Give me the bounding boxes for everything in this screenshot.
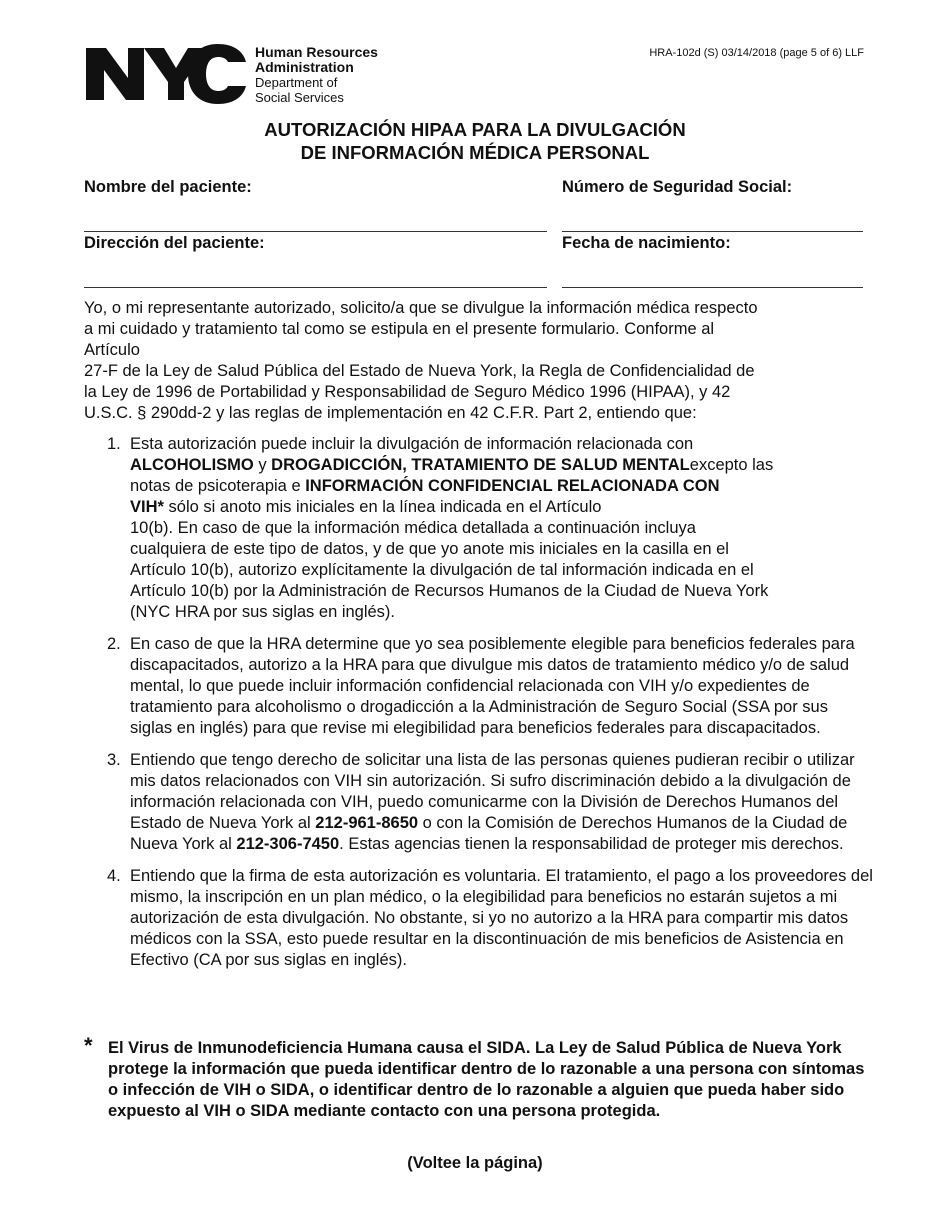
ssn-field[interactable] <box>562 231 863 232</box>
intro-line: a mi cuidado y tratamiento tal como se estipula en el presente formulario. Conforme al <box>84 320 715 338</box>
phone-number: 212-306-7450 <box>236 835 340 853</box>
form-id: HRA-102d (S) 03/14/2018 (page 5 of 6) LLF <box>649 47 864 59</box>
footnote-text: El Virus de Inmunodeficiencia Humana causa el SIDA. La Ley de Salud Pública de Nueva York protege la información que pueda identificar dentro de lo razonable a una persona con síntomas o infección de VIH o SIDA, o identificar dentro de lo razonable a alguien que pueda haber sido expuesto al VIH o SIDA mediante contacto con una persona protegida. <box>108 1039 865 1120</box>
intro-line: Artículo <box>84 341 140 359</box>
agency-line: Administration <box>255 59 354 75</box>
item-line: 10(b). En caso de que la información médica detallada a continuación incluya <box>130 519 696 537</box>
item-text: En caso de que la HRA determine que yo sea posiblemente elegible para beneficios federales para discapacitados, autorizo a la HRA para que divulgue mis datos de tratamiento médico y/o de salud mental, lo que puede incluir información confidencial relacionada con VIH y/o expedientes de tratamiento para alcoholismo o drogadicción a la Administración de Seguro Social (SSA por sus siglas en inglés) para que revise mi elegibilidad para beneficios federales para discapacitados. <box>130 635 855 737</box>
item-text: Entiendo que tengo derecho de solicitar una lista de las personas quienes pudieran recibir o utilizar mis datos relacionados con VIH sin autorización. Si sufro discriminación debido a la divulgación de información relacionada con VIH, puedo comunicarme con la División de Derechos Humanos del Estado de Nueva York al <box>130 751 855 832</box>
hiv-footnote <box>84 1033 874 1122</box>
bold-term: VIH* <box>130 498 164 516</box>
turn-page-note: (Voltee la página) <box>407 1154 543 1172</box>
title-line: DE INFORMACIÓN MÉDICA PERSONAL <box>300 142 650 163</box>
intro-line: Yo, o mi representante autorizado, solicito/a que se divulgue la información médica respecto <box>84 299 758 317</box>
item-number: 3. <box>107 751 121 769</box>
item-number: 4. <box>107 867 121 885</box>
bold-term: ALCOHOLISMO <box>130 456 254 474</box>
patient-name-field[interactable] <box>84 231 547 232</box>
item-number: 2. <box>107 635 121 653</box>
title-line: AUTORIZACIÓN HIPAA PARA LA DIVULGACIÓN <box>264 119 686 140</box>
item-number: 1. <box>107 435 121 453</box>
agency-line: Social Services <box>255 90 344 105</box>
terms-list <box>84 434 874 982</box>
patient-name-label: Nombre del paciente: <box>84 178 252 196</box>
list-item <box>84 866 874 971</box>
agency-line: Department of <box>255 75 338 90</box>
bold-term: INFORMACIÓN CONFIDENCIAL RELACIONADA CON <box>305 477 720 495</box>
list-item <box>84 634 874 739</box>
ssn-label: Número de Seguridad Social: <box>562 178 793 196</box>
nyc-logo-graphic <box>86 44 251 104</box>
list-item <box>84 434 874 623</box>
intro-line: 27-F de la Ley de Salud Pública del Estado de Nueva York, la Regla de Confidencialidad de <box>84 362 755 380</box>
patient-address-field[interactable] <box>84 287 547 288</box>
dob-label: Fecha de nacimiento: <box>562 234 731 252</box>
item-text: excepto las <box>689 456 774 474</box>
item-line <box>130 476 874 497</box>
item-text: o con la Comisión de Derechos Humanos de la Ciudad de Nueva York al <box>130 814 848 853</box>
agency-line: Human Resources <box>255 44 378 60</box>
item-line <box>130 455 874 476</box>
item-line: (NYC HRA por sus siglas en inglés). <box>130 603 396 621</box>
item-line: cualquiera de este tipo de datos, y de que yo anote mis iniciales en la casilla en el <box>130 540 729 558</box>
item-text: . Estas agencias tienen la responsabilidad de proteger mis derechos. <box>339 835 844 853</box>
intro-line: U.S.C. § 290dd-2 y las reglas de implementación en 42 C.F.R. Part 2, entiendo que: <box>84 404 697 422</box>
item-text: y <box>253 456 272 474</box>
item-text: notas de psicoterapia e <box>130 477 306 495</box>
item-text: sólo si anoto mis iniciales en la línea indicada en el Artículo <box>163 498 602 516</box>
agency-name <box>255 45 378 105</box>
item-line: Artículo 10(b), autorizo explícitamente la divulgación de tal información indicada en el <box>130 561 754 579</box>
bold-term: DROGADICCIÓN, TRATAMIENTO DE SALUD MENTAL <box>271 456 690 474</box>
dob-field[interactable] <box>562 287 863 288</box>
list-item <box>84 750 874 855</box>
phone-number: 212-961-8650 <box>315 814 419 832</box>
asterisk-icon: * <box>84 1033 93 1058</box>
item-text: Entiendo que la firma de esta autorización es voluntaria. El tratamiento, el pago a los proveedores del mismo, la inscripción en un plan médico, o la elegibilidad para beneficios no estarán sujetos a mi autorización de esta divulgación. No obstante, si yo no autorizo a la HRA para compartir mis datos médicos con la SSA, esto puede resultar en la discontinuación de mis beneficios de Asistencia en Efectivo (CA por sus siglas en inglés). <box>130 867 873 969</box>
item-line: Esta autorización puede incluir la divulgación de información relacionada con <box>130 435 694 453</box>
item-line: Artículo 10(b) por la Administración de Recursos Humanos de la Ciudad de Nueva York <box>130 582 769 600</box>
intro-line: la Ley de 1996 de Portabilidad y Responsabilidad de Seguro Médico 1996 (HIPAA), y 42 <box>84 383 731 401</box>
page-title <box>0 118 950 164</box>
item-line <box>130 497 874 518</box>
patient-address-label: Dirección del paciente: <box>84 234 265 252</box>
intro-paragraph <box>84 298 874 424</box>
